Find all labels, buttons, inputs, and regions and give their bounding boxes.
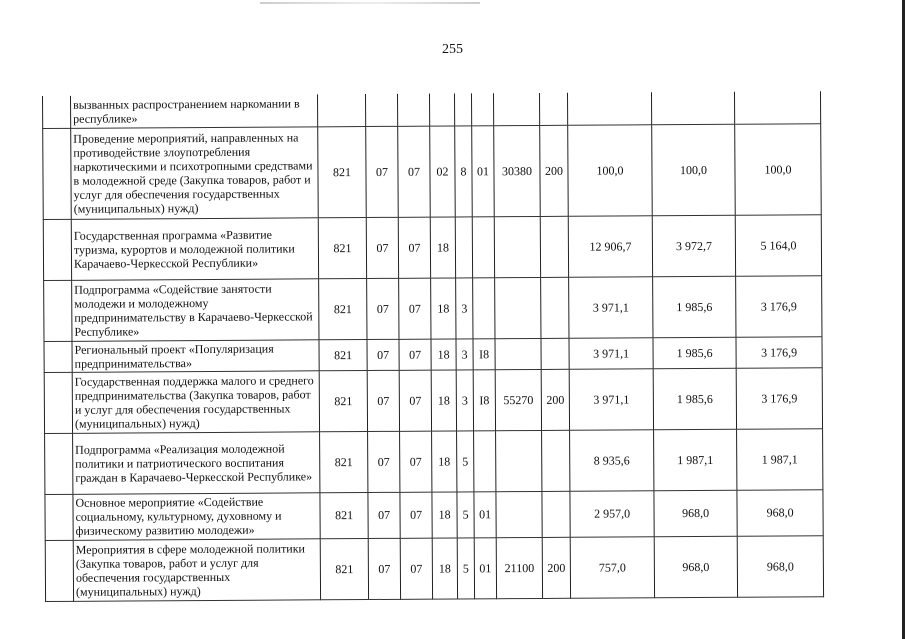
expense-type-code: 200 (541, 369, 569, 430)
direction-code (495, 338, 541, 369)
program-code (429, 93, 454, 125)
amount-year-3 (734, 91, 820, 124)
main-activity-code (472, 216, 494, 277)
amount-year-1: 3 971,1 (569, 337, 653, 369)
row-name: Государственная поддержка малого и среднего предпринимательства (Закупка товаров, работ и услуг для обеспечения государственных (муниципальных) нужд) (72, 370, 319, 433)
podrazdel-code: 07 (400, 431, 432, 492)
podrazdel-code (397, 94, 429, 126)
subprogram-code: 3 (456, 277, 473, 338)
row-name: Подпрограмма «Содействие занятости молодежи и молодежному предпринимательству в Карачаево-Черкесской Республике» (72, 278, 319, 341)
expense-type-code (541, 338, 569, 369)
vedomstvo-code: 821 (318, 126, 367, 217)
amount-year-3: 3 176,9 (736, 275, 822, 337)
scan-artifact (260, 2, 480, 4)
podrazdel-code: 07 (398, 217, 430, 278)
program-code: 18 (431, 338, 456, 369)
podrazdel-code: 07 (400, 538, 432, 599)
row-name: Проведение мероприятий, направленных на противодействие злоупотребления наркотическими и психотропными средствами в молодежной среде (Закупка товаров, работ и услуг для обеспечения государственных (муниципальных) нужд) (71, 126, 319, 219)
program-code: 18 (430, 216, 455, 277)
expense-type-code (542, 430, 570, 491)
main-activity-code (474, 430, 496, 491)
row-name: Государственная программа «Развитие туризма, курортов и молодежной политики Карачаево-Черкесской Республики» (71, 217, 318, 280)
amount-year-1: 12 906,7 (568, 215, 652, 277)
table-row (44, 367, 822, 433)
razdel-code: 07 (368, 538, 400, 599)
vedomstvo-code: 821 (320, 492, 368, 538)
direction-code: 55270 (495, 369, 541, 430)
vedomstvo-code: 821 (319, 370, 367, 431)
table-row (43, 123, 822, 219)
table-row (44, 336, 822, 372)
subprogram-code (455, 216, 472, 277)
table-row (45, 489, 823, 540)
subprogram-code: 8 (455, 125, 473, 216)
subprogram-code: 3 (456, 369, 473, 430)
razdel-code (365, 94, 397, 126)
expense-type-code (542, 491, 570, 537)
amount-year-1: 3 971,1 (569, 276, 653, 338)
program-code: 18 (432, 491, 457, 537)
expense-type-code (540, 216, 568, 277)
podrazdel-code: 07 (399, 370, 431, 431)
program-code: 18 (432, 430, 457, 491)
amount-year-3: 3 176,9 (736, 367, 822, 429)
vedomstvo-code: 821 (319, 278, 367, 339)
direction-code (496, 430, 542, 491)
amount-year-2: 1 985,6 (653, 276, 736, 338)
podrazdel-code: 07 (400, 492, 432, 538)
page-number: 255 (442, 42, 463, 57)
amount-year-1: 757,0 (570, 536, 654, 598)
podrazdel-code: 07 (398, 126, 431, 217)
main-activity-code: 01 (474, 491, 496, 537)
vedomstvo-code: 821 (318, 217, 366, 278)
amount-year-3: 968,0 (737, 489, 823, 536)
amount-year-3: 100,0 (735, 123, 822, 215)
subprogram-code: 5 (457, 430, 474, 491)
direction-code: 21100 (496, 537, 542, 598)
main-activity-code: I8 (473, 369, 495, 430)
program-code: 02 (430, 125, 456, 216)
razdel-code: 07 (368, 431, 400, 492)
table-row (45, 428, 823, 494)
podrazdel-code: 07 (399, 278, 431, 339)
amount-year-1 (567, 92, 651, 125)
expense-type-code (541, 277, 569, 338)
direction-code (494, 216, 540, 277)
main-activity-code (471, 93, 493, 125)
vedomstvo-code: 821 (320, 538, 368, 599)
amount-year-3: 5 164,0 (735, 214, 821, 276)
direction-code (493, 93, 539, 125)
razdel-code: 07 (366, 126, 399, 217)
amount-year-3: 3 176,9 (736, 336, 822, 368)
row-name: Региональный проект «Популяризация предпринимательства» (72, 339, 319, 372)
expense-type-code: 200 (542, 537, 570, 598)
expense-type-code (539, 93, 567, 125)
amount-year-3: 1 987,1 (737, 428, 823, 490)
direction-code (496, 491, 542, 537)
vedomstvo-code (317, 94, 365, 126)
table-row (45, 535, 823, 601)
program-code: 18 (431, 277, 456, 338)
razdel-code: 07 (367, 278, 399, 339)
razdel-code: 07 (367, 339, 399, 370)
direction-code (495, 277, 541, 338)
vedomstvo-code: 821 (320, 431, 368, 492)
main-activity-code (473, 277, 495, 338)
amount-year-2: 968,0 (654, 490, 737, 537)
main-activity-code: 01 (474, 537, 496, 598)
row-name: Подпрограмма «Реализация молодежной политики и патриотического воспитания граждан в Карачаево-Черкесской Республике» (73, 431, 320, 494)
main-activity-code: I8 (473, 338, 495, 369)
subprogram-code: 3 (456, 338, 473, 369)
row-name: Основное мероприятие «Содействие социальному, культурному, духовному и физическому развитию молодежи» (73, 492, 320, 540)
amount-year-2: 3 972,7 (652, 215, 735, 277)
amount-year-1: 8 935,6 (570, 429, 654, 491)
program-code: 18 (432, 537, 457, 598)
razdel-code: 07 (368, 492, 400, 538)
subprogram-code (454, 93, 471, 125)
subprogram-code: 5 (457, 491, 474, 537)
amount-year-1: 3 971,1 (569, 368, 653, 430)
razdel-code: 07 (367, 370, 399, 431)
amount-year-1: 2 957,0 (570, 490, 654, 537)
amount-year-2: 100,0 (652, 124, 736, 216)
amount-year-3: 968,0 (737, 535, 823, 597)
program-code: 18 (431, 369, 456, 430)
table-row (44, 275, 822, 341)
direction-code: 30380 (494, 125, 541, 216)
row-name: вызванных распространением наркомании в республике» (70, 94, 317, 128)
amount-year-1: 100,0 (568, 124, 653, 216)
row-name: Мероприятия в сфере молодежной политики (Закупка товаров, работ и услуг для обеспечения государственных (муниципальных) нужд) (73, 538, 320, 601)
table-row (42, 91, 820, 128)
budget-table (42, 91, 824, 601)
expense-type-code: 200 (540, 125, 569, 216)
subprogram-code: 5 (457, 537, 474, 598)
amount-year-2: 1 985,6 (653, 368, 736, 430)
main-activity-code: 01 (472, 125, 495, 216)
razdel-code: 07 (366, 217, 398, 278)
vedomstvo-code: 821 (319, 339, 367, 370)
amount-year-2: 1 987,1 (654, 429, 737, 491)
amount-year-2 (651, 92, 734, 125)
amount-year-2: 1 985,6 (653, 337, 736, 369)
amount-year-2: 968,0 (654, 536, 737, 598)
podrazdel-code: 07 (399, 339, 431, 370)
table-row (43, 214, 821, 280)
